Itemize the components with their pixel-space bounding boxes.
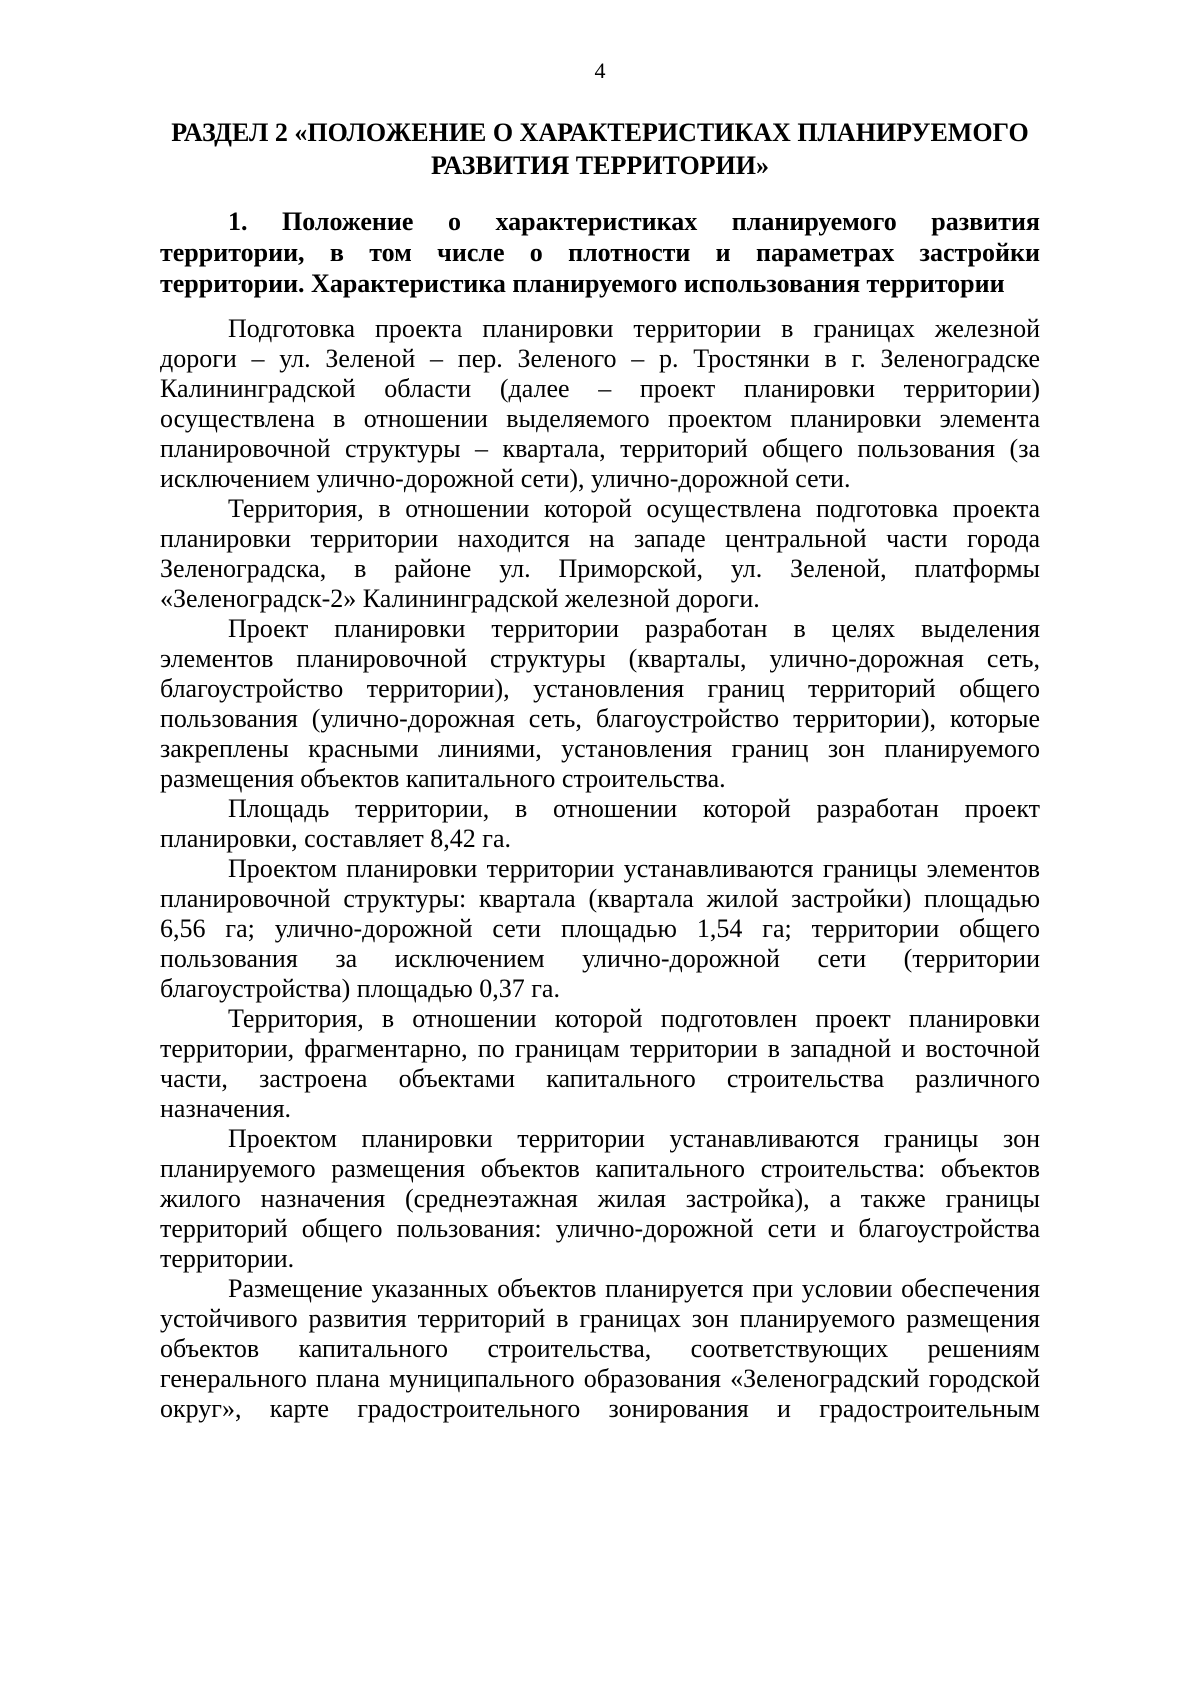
section-title: РАЗДЕЛ 2 «ПОЛОЖЕНИЕ О ХАРАКТЕРИСТИКАХ ПЛАНИРУЕМОГО РАЗВИТИЯ ТЕРРИТОРИИ» [171,118,1029,180]
page-number: 4 [594,58,606,83]
subsection-heading: 1. Положение о характеристиках планируемого развития территории, в том числе о плотности и параметрах застройки территории. Характеристика планируемого использования территории [160,207,1040,298]
paragraph: Площадь территории, в отношении которой разработан проект планировки, составляет 8,42 га. [160,794,1040,853]
paragraph: Территория, в отношении которой осуществлена подготовка проекта планировки территории находится на западе центральной части города Зеленоградска, в районе ул. Приморской, ул. Зеленой, платформы «Зеленоградск-2» Калининградской железной дороги. [160,494,1040,613]
paragraph: Проектом планировки территории устанавливаются границы зон планируемого размещения объектов капитального строительства: объектов жилого назначения (среднеэтажная жилая застройка), а также границы территорий общего пользования: улично-дорожной сети и благоустройства территории. [160,1124,1040,1273]
paragraph: Проектом планировки территории устанавливаются границы элементов планировочной структуры: квартала (квартала жилой застройки) площадью 6,56 га; улично-дорожной сети площадью 1,54 га; территории общего пользования за исключением улично-дорожной сети (территории благоустройства) площадью 0,37 га. [160,854,1040,1003]
paragraph: Подготовка проекта планировки территории в границах железной дороги – ул. Зеленой – пер. Зеленого – р. Тростянки в г. Зеленоградске Калининградской области (далее – проект планировки территории) осуществлена в отношении выделяемого проектом планировки элемента планировочной структуры – квартала, территорий общего пользования (за исключением улично-дорожной сети), улично-дорожной сети. [160,314,1040,493]
body-text [160,314,1040,1424]
paragraph: Территория, в отношении которой подготовлен проект планировки территории, фрагментарно, по границам территории в западной и восточной части, застроена объектами капитального строительства различного назначения. [160,1004,1040,1123]
paragraph: Проект планировки территории разработан в целях выделения элементов планировочной структуры (кварталы, улично-дорожная сеть, благоустройство территории), установления границ территорий общего пользования (улично-дорожная сеть, благоустройство территории), которые закреплены красными линиями, установления границ зон планируемого размещения объектов капитального строительства. [160,614,1040,793]
paragraph: Размещение указанных объектов планируется при условии обеспечения устойчивого развития территорий в границах зон планируемого размещения объектов капитального строительства, соответствующих решениям генерального плана муниципального образования «Зеленоградский городской округ», карте градостроительного зонирования и градостроительным [160,1274,1040,1423]
